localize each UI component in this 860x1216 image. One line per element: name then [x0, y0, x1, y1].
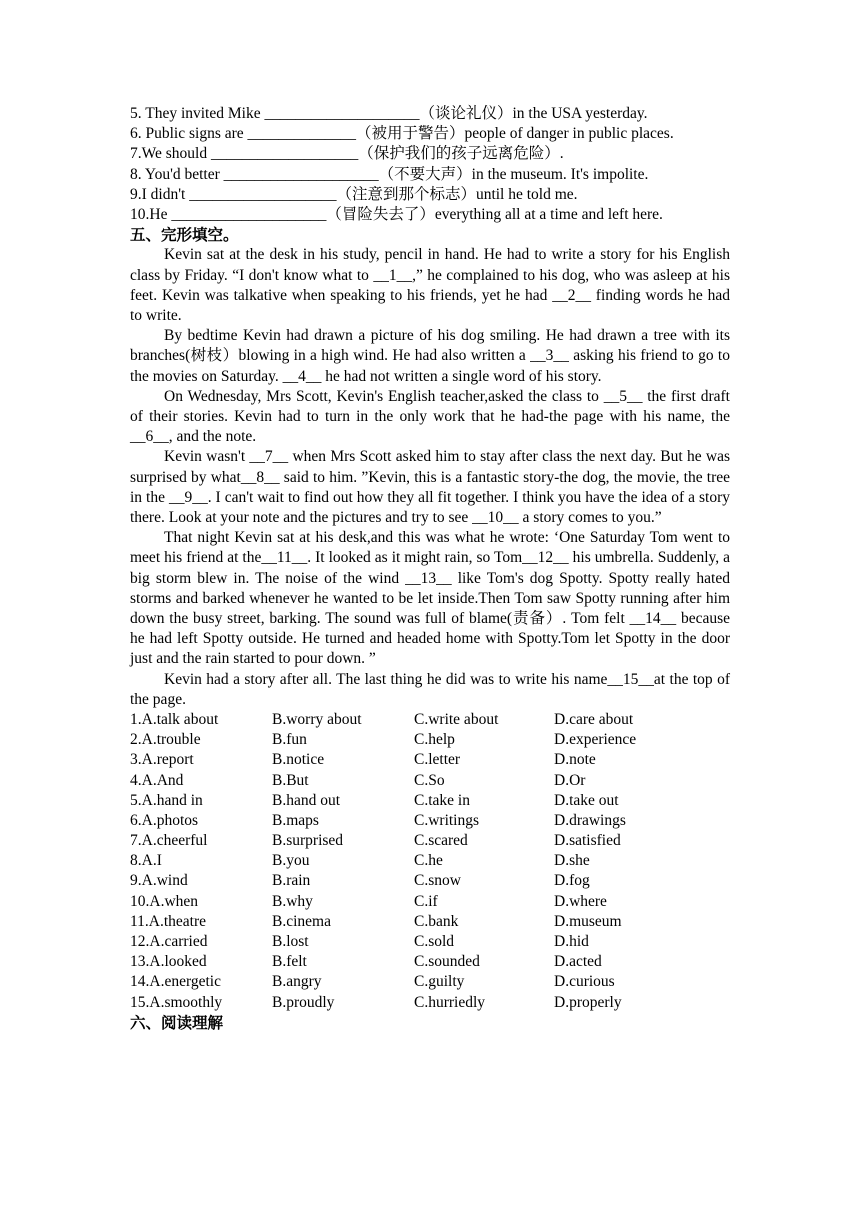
option-b: B.you	[272, 852, 310, 870]
option-b: B.proudly	[272, 993, 335, 1011]
option-row-8	[130, 851, 730, 871]
option-d: D.acted	[554, 953, 602, 971]
option-a: 10.A.when	[130, 892, 199, 910]
option-b: B.why	[272, 892, 313, 910]
option-a: 12.A.carried	[130, 933, 208, 951]
option-a: 9.A.wind	[130, 872, 188, 890]
option-row-13	[130, 952, 730, 972]
option-row-9	[130, 871, 730, 891]
option-row-11	[130, 912, 730, 932]
option-c: C.So	[414, 771, 445, 789]
option-row-12	[130, 932, 730, 952]
option-a: 11.A.theatre	[130, 912, 207, 930]
option-row-5	[130, 791, 730, 811]
option-a: 6.A.photos	[130, 811, 199, 829]
option-b: B.rain	[272, 872, 311, 890]
option-c: C.help	[414, 731, 455, 749]
section-6-heading: 六、阅读理解	[130, 1013, 224, 1032]
option-row-4	[130, 771, 730, 791]
passage-paragraph: That night Kevin sat at his desk,and this was what he wrote: ‘One Saturday Tom went to meet his friend at the__11__. It looked as it might rain, so Tom__12__ his umbrella. Suddenly, a big storm blew in. The noise of the wind __13__ like Tom's dog Spotty. Spotty really hated storms and barked whenever he wanted to be let inside.Then Tom saw Spotty running after him down the busy street, barking. The sound was full of blame(责备）. Tom felt __14__ because he had left Spotty outside. He turned and headed home with Spotty.Tom let Spotty in the door just and the rain started to pour down. ”	[130, 529, 730, 668]
option-d: D.note	[554, 751, 596, 769]
option-c: C.bank	[414, 912, 459, 930]
option-a: 1.A.talk about	[130, 710, 219, 728]
option-d: D.fog	[554, 872, 590, 890]
option-c: C.hurriedly	[414, 993, 486, 1011]
option-row-6	[130, 811, 730, 831]
passage-paragraph: On Wednesday, Mrs Scott, Kevin's English teacher,asked the class to __5__ the first draft of their stories. Kevin had to turn in the only work that he had-the page with his name, the __6__, and the note.	[130, 387, 730, 446]
option-c: C.sold	[414, 933, 455, 951]
option-c: C.write about	[414, 710, 499, 728]
section-5-heading: 五、完形填空。	[130, 226, 239, 245]
option-d: D.drawings	[554, 811, 626, 829]
translation-item-10: 10.He ____________________（冒险失去了）everything all at a time and left here.	[130, 205, 663, 223]
option-d: D.she	[554, 852, 590, 870]
option-d: D.experience	[554, 731, 637, 749]
option-b: B.notice	[272, 751, 325, 769]
option-c: C.writings	[414, 811, 480, 829]
translation-item-8: 8. You'd better ____________________（不要大声）in the museum. It's impolite.	[130, 165, 649, 183]
translation-item-6: 6. Public signs are ______________（被用于警告）people of danger in public places.	[130, 125, 674, 143]
option-b: B.worry about	[272, 710, 362, 728]
option-c: C.snow	[414, 872, 461, 890]
option-d: D.hid	[554, 933, 589, 951]
option-d: D.museum	[554, 912, 622, 930]
option-b: B.surprised	[272, 832, 344, 850]
option-a: 13.A.looked	[130, 953, 207, 971]
option-a: 14.A.energetic	[130, 973, 221, 991]
option-a: 3.A.report	[130, 751, 194, 769]
option-c: C.letter	[414, 751, 461, 769]
option-b: B.lost	[272, 933, 309, 951]
option-a: 4.A.And	[130, 771, 184, 789]
option-row-7	[130, 831, 730, 851]
option-c: C.sounded	[414, 953, 480, 971]
option-b: B.fun	[272, 731, 307, 749]
option-row-15	[130, 993, 730, 1013]
option-b: B.cinema	[272, 912, 331, 930]
option-c: C.he	[414, 852, 443, 870]
option-c: C.take in	[414, 791, 470, 809]
option-c: C.scared	[414, 832, 468, 850]
option-a: 5.A.hand in	[130, 791, 203, 809]
cloze-passage	[130, 245, 730, 710]
option-row-10	[130, 892, 730, 912]
option-d: D.properly	[554, 993, 622, 1011]
option-b: B.hand out	[272, 791, 341, 809]
option-d: D.satisfied	[554, 832, 621, 850]
option-row-14	[130, 972, 730, 992]
page-content	[130, 104, 730, 1033]
option-c: C.guilty	[414, 973, 465, 991]
passage-paragraph: By bedtime Kevin had drawn a picture of his dog smiling. He had drawn a tree with its branches(树枝）blowing in a high wind. He had also written a __3__ asking his friend to go to the movies on Saturday. __4__ he had not written a single word of his story.	[130, 327, 730, 385]
option-d: D.curious	[554, 973, 615, 991]
translation-section	[130, 104, 730, 225]
translation-item-9: 9.I didn't ___________________（注意到那个标志）until he told me.	[130, 185, 578, 203]
option-a: 7.A.cheerful	[130, 832, 208, 850]
passage-paragraph: Kevin had a story after all. The last thing he did was to write his name__15__at the top of the page.	[130, 670, 730, 708]
option-a: 2.A.trouble	[130, 731, 201, 749]
cloze-options	[130, 710, 730, 1013]
option-d: D.care about	[554, 710, 634, 728]
passage-paragraph: Kevin wasn't __7__ when Mrs Scott asked him to stay after class the next day. But he was surprised by what__8__ said to him. ”Kevin, this is a fantastic story-the dog, the movie, the tree in the __9__. I can't wait to find out how they all fit together. I think you have the idea of a story there. Look at your note and the pictures and try to see __10__ a story comes to you.”	[130, 448, 730, 526]
option-row-2	[130, 730, 730, 750]
translation-item-5: 5. They invited Mike ____________________（谈论礼仪）in the USA yesterday.	[130, 105, 648, 122]
option-d: D.take out	[554, 791, 619, 809]
option-a: 15.A.smoothly	[130, 993, 223, 1011]
passage-paragraph: Kevin sat at the desk in his study, pencil in hand. He had to write a story for his English class by Friday. “I don't know what to __1__,” he complained to his dog, who was asleep at his feet. Kevin was talkative when speaking to his friends, yet he had __2__ finding words he had to write.	[130, 246, 730, 324]
option-d: D.Or	[554, 771, 586, 789]
option-b: B.angry	[272, 973, 322, 991]
option-row-1	[130, 710, 730, 730]
option-d: D.where	[554, 892, 607, 910]
option-c: C.if	[414, 892, 438, 910]
option-b: B.But	[272, 771, 309, 789]
option-a: 8.A.I	[130, 852, 162, 870]
translation-item-7: 7.We should ___________________（保护我们的孩子远离危险）.	[130, 145, 564, 163]
option-b: B.felt	[272, 953, 307, 971]
option-row-3	[130, 750, 730, 770]
option-b: B.maps	[272, 811, 319, 829]
